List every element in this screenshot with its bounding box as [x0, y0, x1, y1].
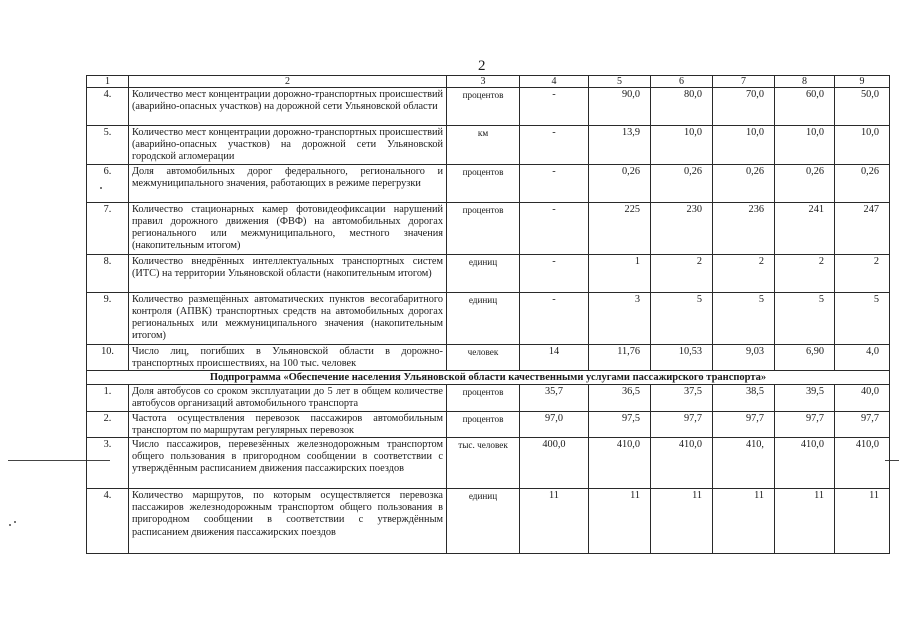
table-row [87, 164, 890, 202]
unit-of-measure: км [447, 126, 520, 165]
unit-of-measure: процентов [447, 411, 520, 437]
value-base: 97,0 [520, 411, 589, 437]
value-year-4: 39,5 [775, 385, 835, 411]
column-number: 6 [651, 76, 713, 88]
unit-of-measure: процентов [447, 88, 520, 126]
value-year-2: 10,0 [651, 126, 713, 165]
table-row [87, 411, 890, 437]
indicators-table [86, 75, 890, 554]
value-year-2: 80,0 [651, 88, 713, 126]
row-number: 10. [87, 344, 129, 370]
value-year-3: 5 [713, 292, 775, 344]
table-row [87, 385, 890, 411]
value-year-1: 225 [589, 202, 651, 254]
value-year-4: 11 [775, 489, 835, 554]
table-row [87, 88, 890, 126]
value-year-1: 97,5 [589, 411, 651, 437]
value-year-1: 36,5 [589, 385, 651, 411]
subprogram-header-row [87, 371, 890, 385]
row-number: 7. [87, 202, 129, 254]
value-base: - [520, 292, 589, 344]
value-year-4: 97,7 [775, 411, 835, 437]
value-year-2: 11 [651, 489, 713, 554]
value-base: - [520, 202, 589, 254]
unit-of-measure: процентов [447, 164, 520, 202]
indicator-description: Количество мест концентрации дорожно-транспортных происшествий (аварийно-опасных участков) на дорожной сети Ульяновской области [129, 88, 447, 126]
value-year-5: 247 [835, 202, 890, 254]
row-number: 8. [87, 254, 129, 292]
indicator-description: Количество размещённых автоматических пунктов весогабаритного контроля (АПВК) транспортных средств на автомобильных дорогах региональных или межмуниципального значения (накопительным итогом) [129, 292, 447, 344]
value-year-2: 0,26 [651, 164, 713, 202]
value-year-2: 37,5 [651, 385, 713, 411]
value-base: - [520, 164, 589, 202]
unit-of-measure: единиц [447, 292, 520, 344]
table-row [87, 344, 890, 370]
scan-speck [14, 521, 16, 523]
value-year-1: 0,26 [589, 164, 651, 202]
table-row [87, 202, 890, 254]
value-year-3: 10,0 [713, 126, 775, 165]
column-number: 9 [835, 76, 890, 88]
table-row [87, 292, 890, 344]
scan-speck [9, 524, 11, 526]
value-year-5: 10,0 [835, 126, 890, 165]
column-number: 4 [520, 76, 589, 88]
value-year-1: 11,76 [589, 344, 651, 370]
value-base: - [520, 254, 589, 292]
indicator-description: Число лиц, погибших в Ульяновской области в дорожно-транспортных происшествиях, на 100 тыс. человек [129, 344, 447, 370]
unit-of-measure: тыс. человек [447, 438, 520, 489]
value-base: - [520, 88, 589, 126]
value-year-5: 5 [835, 292, 890, 344]
value-year-5: 50,0 [835, 88, 890, 126]
indicator-description: Доля автомобильных дорог федерального, регионального и межмуниципального значения, работающих в режиме перегрузки [129, 164, 447, 202]
page-number: 2 [478, 58, 486, 74]
value-year-5: 4,0 [835, 344, 890, 370]
table-row [87, 438, 890, 489]
column-number: 5 [589, 76, 651, 88]
table-row [87, 254, 890, 292]
column-number-row [87, 76, 890, 88]
value-year-5: 410,0 [835, 438, 890, 489]
subprogram-title: Подпрограмма «Обеспечение населения Ульяновской области качественными услугами пассажирского транспорта» [87, 371, 890, 385]
value-year-3: 236 [713, 202, 775, 254]
value-base: 35,7 [520, 385, 589, 411]
value-base: 14 [520, 344, 589, 370]
row-number: 9. [87, 292, 129, 344]
indicator-description: Доля автобусов со сроком эксплуатации до 5 лет в общем количестве автобусов организаций автомобильного транспорта [129, 385, 447, 411]
value-year-1: 3 [589, 292, 651, 344]
value-year-3: 2 [713, 254, 775, 292]
indicator-description: Количество маршрутов, по которым осуществляется перевозка пассажиров железнодорожным транспортом общего пользования в пригородном сообщении в соответствии с утверждённым расписанием движения пассажирских поездов [129, 489, 447, 554]
value-year-2: 10,53 [651, 344, 713, 370]
value-year-1: 13,9 [589, 126, 651, 165]
value-year-4: 6,90 [775, 344, 835, 370]
value-year-4: 2 [775, 254, 835, 292]
value-year-4: 0,26 [775, 164, 835, 202]
indicator-description: Частота осуществления перевозок пассажиров автомобильным транспортом по маршрутам регулярных перевозок [129, 411, 447, 437]
indicator-description: Количество стационарных камер фотовидеофиксации нарушений правил дорожного движения (ФВФ) на автомобильных дорогах регионального или межмуниципального, местного значения (накопительным итогом) [129, 202, 447, 254]
value-year-5: 11 [835, 489, 890, 554]
indicator-description: Число пассажиров, перевезённых железнодорожным транспортом общего пользования в пригородном сообщении в соответствии с утверждённым расписанием движения пассажирских поездов [129, 438, 447, 489]
value-base: 400,0 [520, 438, 589, 489]
row-number: 6. [87, 164, 129, 202]
value-year-5: 97,7 [835, 411, 890, 437]
value-year-5: 2 [835, 254, 890, 292]
indicator-description: Количество мест концентрации дорожно-транспортных происшествий (аварийно-опасных участков) на дорожной сети Ульяновской городской агломерации [129, 126, 447, 165]
value-year-4: 5 [775, 292, 835, 344]
value-year-3: 38,5 [713, 385, 775, 411]
row-number: 4. [87, 489, 129, 554]
value-year-5: 40,0 [835, 385, 890, 411]
value-year-1: 1 [589, 254, 651, 292]
value-year-4: 60,0 [775, 88, 835, 126]
column-number: 1 [87, 76, 129, 88]
row-number: 2. [87, 411, 129, 437]
value-year-2: 230 [651, 202, 713, 254]
row-number: 4. [87, 88, 129, 126]
unit-of-measure: процентов [447, 202, 520, 254]
indicator-description: Количество внедрённых интеллектуальных транспортных систем (ИТС) на территории Ульяновской области (накопительным итогом) [129, 254, 447, 292]
value-year-3: 9,03 [713, 344, 775, 370]
table-row [87, 489, 890, 554]
unit-of-measure: человек [447, 344, 520, 370]
value-year-2: 97,7 [651, 411, 713, 437]
value-year-4: 10,0 [775, 126, 835, 165]
column-number: 7 [713, 76, 775, 88]
value-year-1: 90,0 [589, 88, 651, 126]
value-year-2: 2 [651, 254, 713, 292]
column-number: 3 [447, 76, 520, 88]
value-year-4: 241 [775, 202, 835, 254]
value-year-3: 0,26 [713, 164, 775, 202]
column-number: 2 [129, 76, 447, 88]
value-year-5: 0,26 [835, 164, 890, 202]
value-year-2: 5 [651, 292, 713, 344]
value-year-1: 11 [589, 489, 651, 554]
value-year-1: 410,0 [589, 438, 651, 489]
value-year-3: 11 [713, 489, 775, 554]
value-year-3: 410, [713, 438, 775, 489]
value-year-3: 70,0 [713, 88, 775, 126]
column-number: 8 [775, 76, 835, 88]
value-base: - [520, 126, 589, 165]
row-number: 3. [87, 438, 129, 489]
value-year-2: 410,0 [651, 438, 713, 489]
table-row [87, 126, 890, 165]
row-number: 1. [87, 385, 129, 411]
unit-of-measure: единиц [447, 254, 520, 292]
value-year-3: 97,7 [713, 411, 775, 437]
unit-of-measure: единиц [447, 489, 520, 554]
unit-of-measure: процентов [447, 385, 520, 411]
value-base: 11 [520, 489, 589, 554]
row-number: 5. [87, 126, 129, 165]
value-year-4: 410,0 [775, 438, 835, 489]
